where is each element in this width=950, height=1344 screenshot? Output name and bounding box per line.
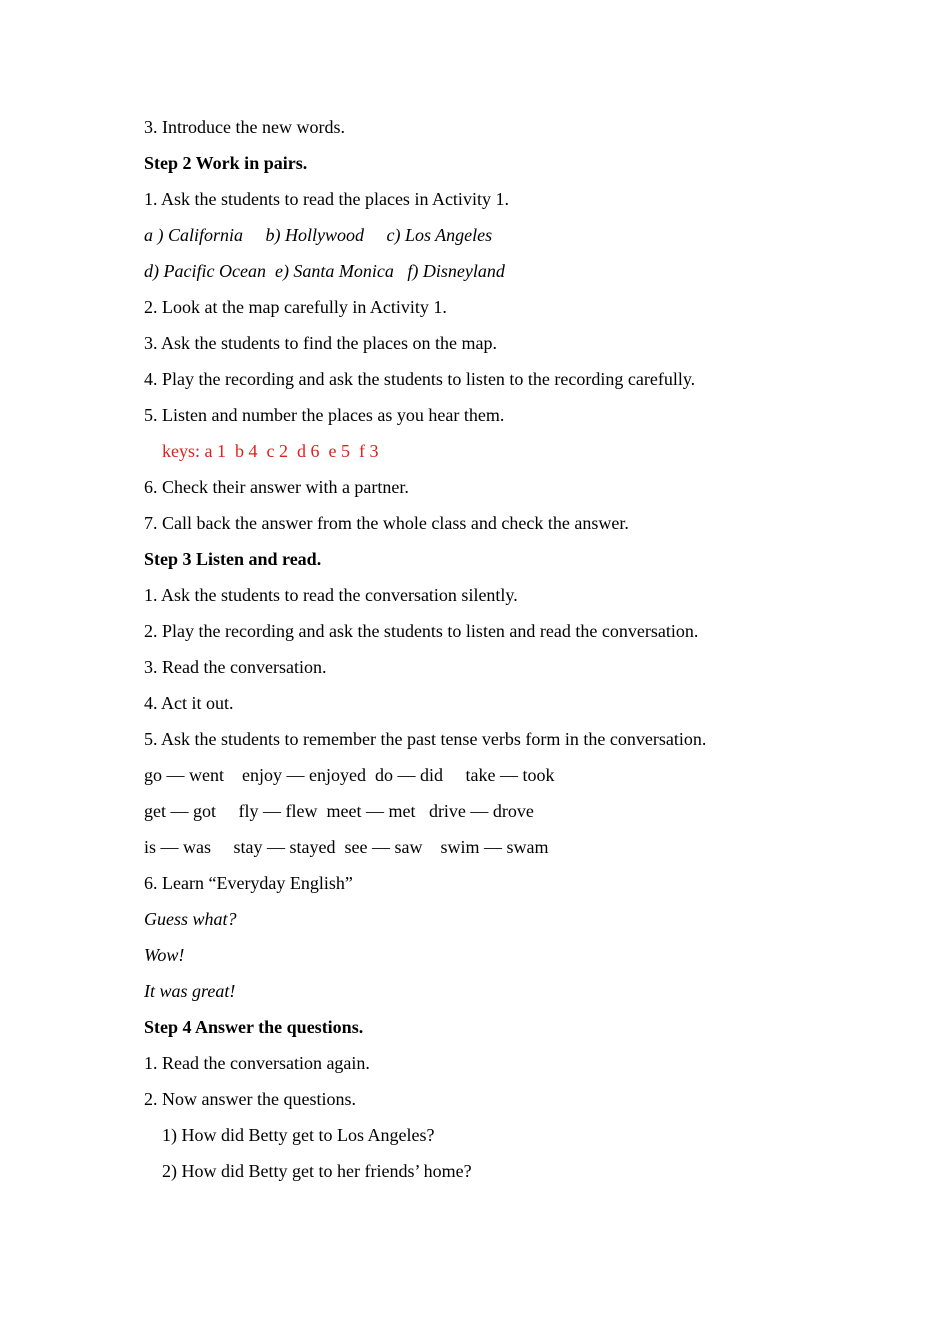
instruction-line: 1. Ask the students to read the conversation silently. <box>144 585 518 605</box>
verb-pairs-line: is — was stay — stayed see — saw swim — swam <box>144 837 549 857</box>
instruction-line: 2. Look at the map carefully in Activity 1. <box>144 297 447 317</box>
places-list-line: a ) California b) Hollywood c) Los Angeles <box>144 225 493 245</box>
document-page <box>144 115 844 1195</box>
instruction-line: 3. Introduce the new words. <box>144 117 345 137</box>
instruction-line: 6. Learn “Everyday English” <box>144 873 353 893</box>
instruction-line: 7. Call back the answer from the whole class and check the answer. <box>144 513 629 533</box>
instruction-line: 5. Ask the students to remember the past tense verbs form in the conversation. <box>144 729 707 749</box>
question-line: 1) How did Betty get to Los Angeles? <box>162 1125 435 1145</box>
instruction-line: 4. Act it out. <box>144 693 234 713</box>
everyday-english-phrase: Guess what? <box>144 909 237 929</box>
step-4-heading: Step 4 Answer the questions. <box>144 1017 364 1037</box>
answer-keys: keys: a 1 b 4 c 2 d 6 e 5 f 3 <box>162 441 379 461</box>
instruction-line: 1. Ask the students to read the places in Activity 1. <box>144 189 509 209</box>
step-3-heading: Step 3 Listen and read. <box>144 549 322 569</box>
everyday-english-phrase: Wow! <box>144 945 185 965</box>
verb-pairs-line: go — went enjoy — enjoyed do — did take — took <box>144 765 555 785</box>
instruction-line: 6. Check their answer with a partner. <box>144 477 409 497</box>
instruction-line: 3. Ask the students to find the places on the map. <box>144 333 497 353</box>
everyday-english-phrase: It was great! <box>144 981 236 1001</box>
instruction-line: 5. Listen and number the places as you hear them. <box>144 405 505 425</box>
question-line: 2) How did Betty get to her friends’ home? <box>162 1161 472 1181</box>
instruction-line: 3. Read the conversation. <box>144 657 327 677</box>
verb-pairs-line: get — got fly — flew meet — met drive — drove <box>144 801 534 821</box>
instruction-line: 2. Now answer the questions. <box>144 1089 356 1109</box>
step-2-heading: Step 2 Work in pairs. <box>144 153 308 173</box>
instruction-line: 1. Read the conversation again. <box>144 1053 370 1073</box>
instruction-line: 2. Play the recording and ask the students to listen and read the conversation. <box>144 621 699 641</box>
instruction-line: 4. Play the recording and ask the students to listen to the recording carefully. <box>144 369 696 389</box>
places-list-line: d) Pacific Ocean e) Santa Monica f) Disneyland <box>144 261 505 281</box>
